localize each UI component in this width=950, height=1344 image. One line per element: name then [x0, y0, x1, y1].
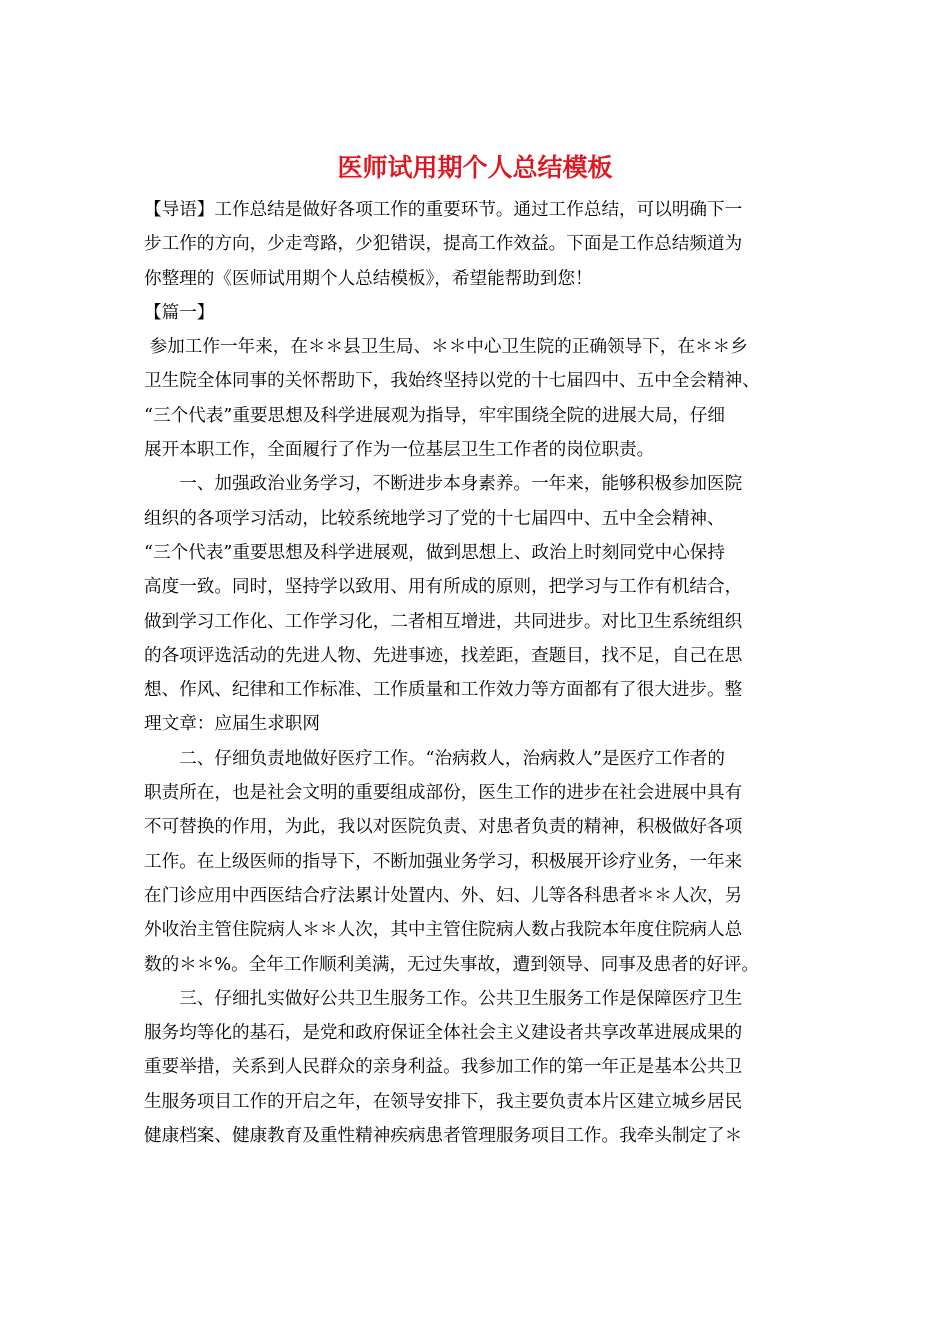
body-line: 服务均等化的基石，是党和政府保证全体社会主义建设者共享改革进展成果的	[144, 1023, 743, 1044]
body-line: 卫生院全体同事的关怀帮助下，我始终坚持以党的十七届四中、五中全会精神、	[144, 371, 760, 392]
body-line: 想、作风、纪律和工作标准、工作质量和工作效力等方面都有了很大进步。整	[144, 680, 743, 701]
body-line: 的各项评选活动的先进人物、先进事迹，找差距，查题目，找不足，自己在思	[144, 645, 743, 666]
body-line: 参加工作一年来，在＊＊县卫生局、＊＊中心卫生院的正确领导下，在＊＊乡	[144, 337, 748, 358]
body-line: 展开本职工作，全面履行了作为一位基层卫生工作者的岗位职责。	[144, 440, 655, 461]
body-line: 健康档案、健康教育及重性精神疾病患者管理服务项目工作。我牵头制定了＊	[144, 1126, 743, 1147]
body-line: 【篇一】	[144, 302, 215, 323]
body-line: 外收治主管住院病人＊＊人次，其中主管住院病人数占我院本年度住院病人总	[144, 920, 743, 941]
body-line: “三个代表”重要思想及科学进展观为指导，牢牢围绕全院的进展大局，仔细	[144, 405, 725, 426]
body-line: 不可替换的作用，为此，我以对医院负责、对患者负责的精神，积极做好各项	[144, 817, 743, 838]
body-line: 组织的各项学习活动，比较系统地学习了党的十七届四中、五中全会精神、	[144, 508, 725, 529]
body-line: 步工作的方向，少走弯路，少犯错误，提高工作效益。下面是工作总结频道为	[144, 234, 743, 255]
body-line: 工作。在上级医师的指导下，不断加强业务学习，积极展开诊疗业务，一年来	[144, 851, 743, 872]
body-line: 重要举措，关系到人民群众的亲身利益。我参加工作的第一年正是基本公共卫	[144, 1057, 743, 1078]
body-line: 【导语】工作总结是做好各项工作的重要环节。通过工作总结，可以明确下一	[144, 200, 743, 220]
body-line: 数的＊＊%。全年工作顺利美满，无过失事故，遭到领导、同事及患者的好评。	[144, 954, 759, 975]
document-title: 医师试用期个人总结模板	[337, 153, 613, 182]
body-line: 高度一致。同时，坚持学以致用、用有所成的原则，把学习与工作有机结合，	[144, 577, 743, 598]
body-line: 二、仔细负责地做好医疗工作。“治病救人，治病救人”是医疗工作者的	[144, 748, 725, 769]
body-line: 生服务项目工作的开启之年，在领导安排下，我主要负责本片区建立城乡居民	[144, 1091, 743, 1112]
body-line: 做到学习工作化、工作学习化，二者相互增进，共同进步。对比卫生系统组织	[144, 611, 743, 632]
body-line: 在门诊应用中西医结合疗法累计处置内、外、妇、儿等各科患者＊＊人次，另	[144, 885, 743, 906]
body-line: 理文章：应届生求职网	[144, 714, 320, 735]
body-line: 职责所在，也是社会文明的重要组成部份，医生工作的进步在社会进展中具有	[144, 783, 743, 804]
body-line: “三个代表”重要思想及科学进展观，做到思想上、政治上时刻同党中心保持	[144, 542, 725, 563]
body-line: 一、加强政治业务学习，不断进步本身素养。一年来，能够积极参加医院	[144, 474, 743, 495]
body-line: 三、仔细扎实做好公共卫生服务工作。公共卫生服务工作是保障医疗卫生	[144, 988, 743, 1009]
document-body	[144, 193, 809, 1153]
body-line: 你整理的《医师试用期个人总结模板》，希望能帮助到您！	[144, 268, 593, 289]
